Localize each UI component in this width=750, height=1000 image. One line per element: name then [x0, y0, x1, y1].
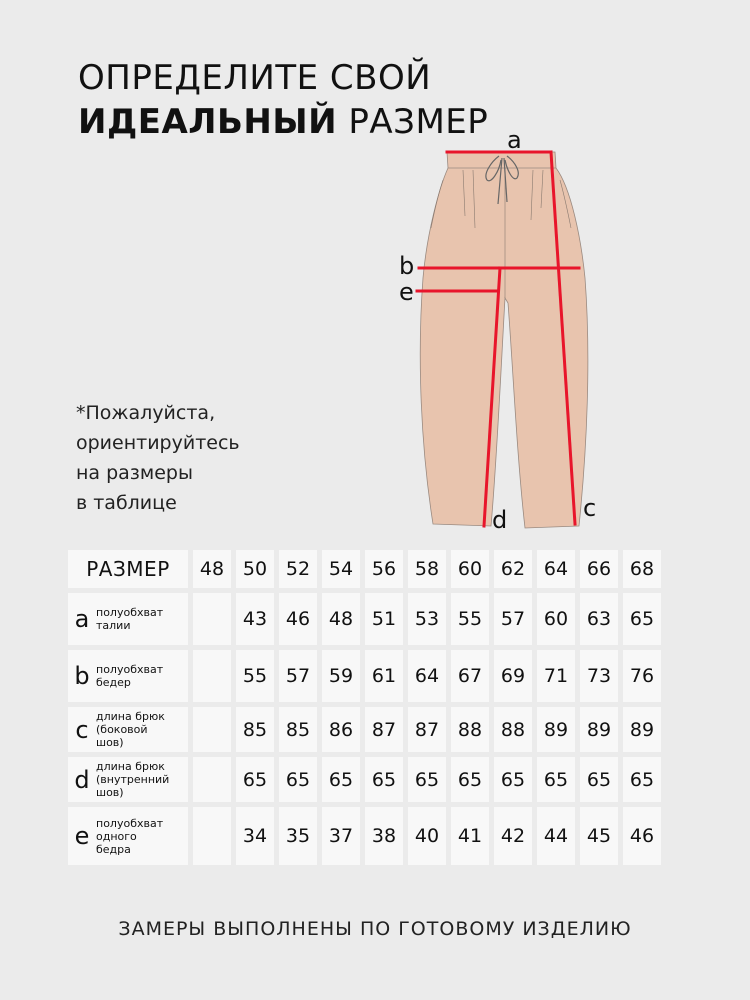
measure-line-c-top [551, 152, 552, 168]
description-line: шов) [96, 736, 124, 749]
table-cell: 89 [580, 707, 618, 752]
parameter-description [96, 710, 165, 749]
table-cell: 65 [322, 757, 360, 802]
header-size: 64 [537, 550, 575, 588]
size-note [76, 398, 240, 518]
description-line: полуобхват [96, 606, 164, 619]
label-c: c [583, 494, 597, 522]
table-cell: 85 [236, 707, 274, 752]
header-size: 60 [451, 550, 489, 588]
table-cell: 43 [236, 593, 274, 645]
table-cell: 53 [408, 593, 446, 645]
table-cell: 65 [537, 757, 575, 802]
table-cell: 65 [494, 757, 532, 802]
header-size: 50 [236, 550, 274, 588]
table-cell: 57 [279, 650, 317, 702]
table-cell: 65 [580, 757, 618, 802]
pants-diagram [395, 128, 625, 538]
label-d: d [492, 506, 508, 534]
parameter-description [96, 606, 163, 632]
row-parameter [68, 650, 188, 702]
table-cell [193, 757, 231, 802]
table-row [68, 593, 661, 645]
table-row [68, 807, 661, 865]
row-parameter [68, 707, 188, 752]
table-cell: 64 [408, 650, 446, 702]
table-cell [193, 593, 231, 645]
table-row [68, 650, 661, 702]
table-cell: 35 [279, 807, 317, 865]
table-cell: 38 [365, 807, 403, 865]
table-cell: 45 [580, 807, 618, 865]
header-size: 62 [494, 550, 532, 588]
row-parameter [68, 593, 188, 645]
table-cell: 67 [451, 650, 489, 702]
description-line: (боковой [96, 723, 148, 736]
description-line: полуобхват [96, 816, 164, 830]
table-cell: 65 [408, 757, 446, 802]
title-rest: РАЗМЕР [337, 102, 489, 142]
table-row [68, 757, 661, 802]
table-cell: 65 [365, 757, 403, 802]
parameter-letter: d [74, 765, 90, 794]
table-row [68, 707, 661, 752]
row-parameter [68, 757, 188, 802]
parameter-description [96, 663, 163, 689]
table-cell: 55 [236, 650, 274, 702]
table-cell: 89 [623, 707, 661, 752]
table-cell: 65 [279, 757, 317, 802]
header-size: 48 [193, 550, 231, 588]
description-line: полуобхват [96, 663, 164, 676]
table-cell: 59 [322, 650, 360, 702]
table-cell: 41 [451, 807, 489, 865]
table-cell: 55 [451, 593, 489, 645]
header-size: 58 [408, 550, 446, 588]
table-cell: 86 [322, 707, 360, 752]
table-cell: 65 [236, 757, 274, 802]
description-line: одного [96, 829, 137, 843]
table-cell: 46 [623, 807, 661, 865]
size-table [63, 545, 666, 870]
label-a: a [507, 128, 522, 154]
description-line: шов) [96, 786, 124, 799]
parameter-letter: b [74, 662, 90, 690]
table-cell: 85 [279, 707, 317, 752]
table-cell: 37 [322, 807, 360, 865]
table-cell: 48 [322, 593, 360, 645]
table-cell [193, 650, 231, 702]
description-line: длина брюк [96, 760, 165, 773]
row-parameter [68, 807, 188, 865]
table-cell: 63 [580, 593, 618, 645]
header-size: 56 [365, 550, 403, 588]
table-cell [193, 807, 231, 865]
title-line-1: ОПРЕДЕЛИТЕ СВОЙ [78, 58, 432, 98]
table-header-row [68, 550, 661, 588]
table-cell: 46 [279, 593, 317, 645]
table-cell: 87 [408, 707, 446, 752]
header-size: 52 [279, 550, 317, 588]
table-cell: 65 [451, 757, 489, 802]
table-cell: 34 [236, 807, 274, 865]
note-line: в таблице [76, 492, 177, 514]
table-cell: 40 [408, 807, 446, 865]
note-line: на размеры [76, 462, 193, 484]
table-cell: 88 [494, 707, 532, 752]
note-line: *Пожалуйста, [76, 402, 216, 424]
note-line: ориентируйтесь [76, 432, 240, 454]
parameter-description [96, 760, 169, 799]
table-cell [193, 707, 231, 752]
header-size: 54 [322, 550, 360, 588]
table-cell: 69 [494, 650, 532, 702]
description-line: бедер [96, 676, 131, 689]
table-cell: 88 [451, 707, 489, 752]
table-cell: 42 [494, 807, 532, 865]
table-cell: 71 [537, 650, 575, 702]
table-cell: 57 [494, 593, 532, 645]
table-cell: 87 [365, 707, 403, 752]
footer-note: ЗАМЕРЫ ВЫПОЛНЕНЫ ПО ГОТОВОМУ ИЗДЕЛИЮ [118, 918, 632, 940]
label-e: e [399, 278, 414, 306]
description-line: длина брюк [96, 710, 165, 723]
parameter-description [96, 817, 163, 856]
header-size: 66 [580, 550, 618, 588]
table-cell: 73 [580, 650, 618, 702]
description-line: бедра [96, 842, 131, 856]
parameter-letter: c [75, 715, 89, 744]
table-cell: 89 [537, 707, 575, 752]
header-size-label: РАЗМЕР [68, 550, 188, 588]
description-line: талии [96, 619, 131, 632]
table-cell: 65 [623, 593, 661, 645]
header-size: 68 [623, 550, 661, 588]
table-cell: 65 [623, 757, 661, 802]
table-cell: 60 [537, 593, 575, 645]
parameter-letter: a [74, 605, 90, 633]
table-cell: 51 [365, 593, 403, 645]
parameter-letter: e [74, 822, 90, 850]
table-cell: 61 [365, 650, 403, 702]
table-cell: 44 [537, 807, 575, 865]
table-cell: 76 [623, 650, 661, 702]
description-line: (внутренний [96, 773, 170, 786]
title-bold: ИДЕАЛЬНЫЙ [78, 102, 338, 142]
label-b: b [399, 252, 415, 280]
